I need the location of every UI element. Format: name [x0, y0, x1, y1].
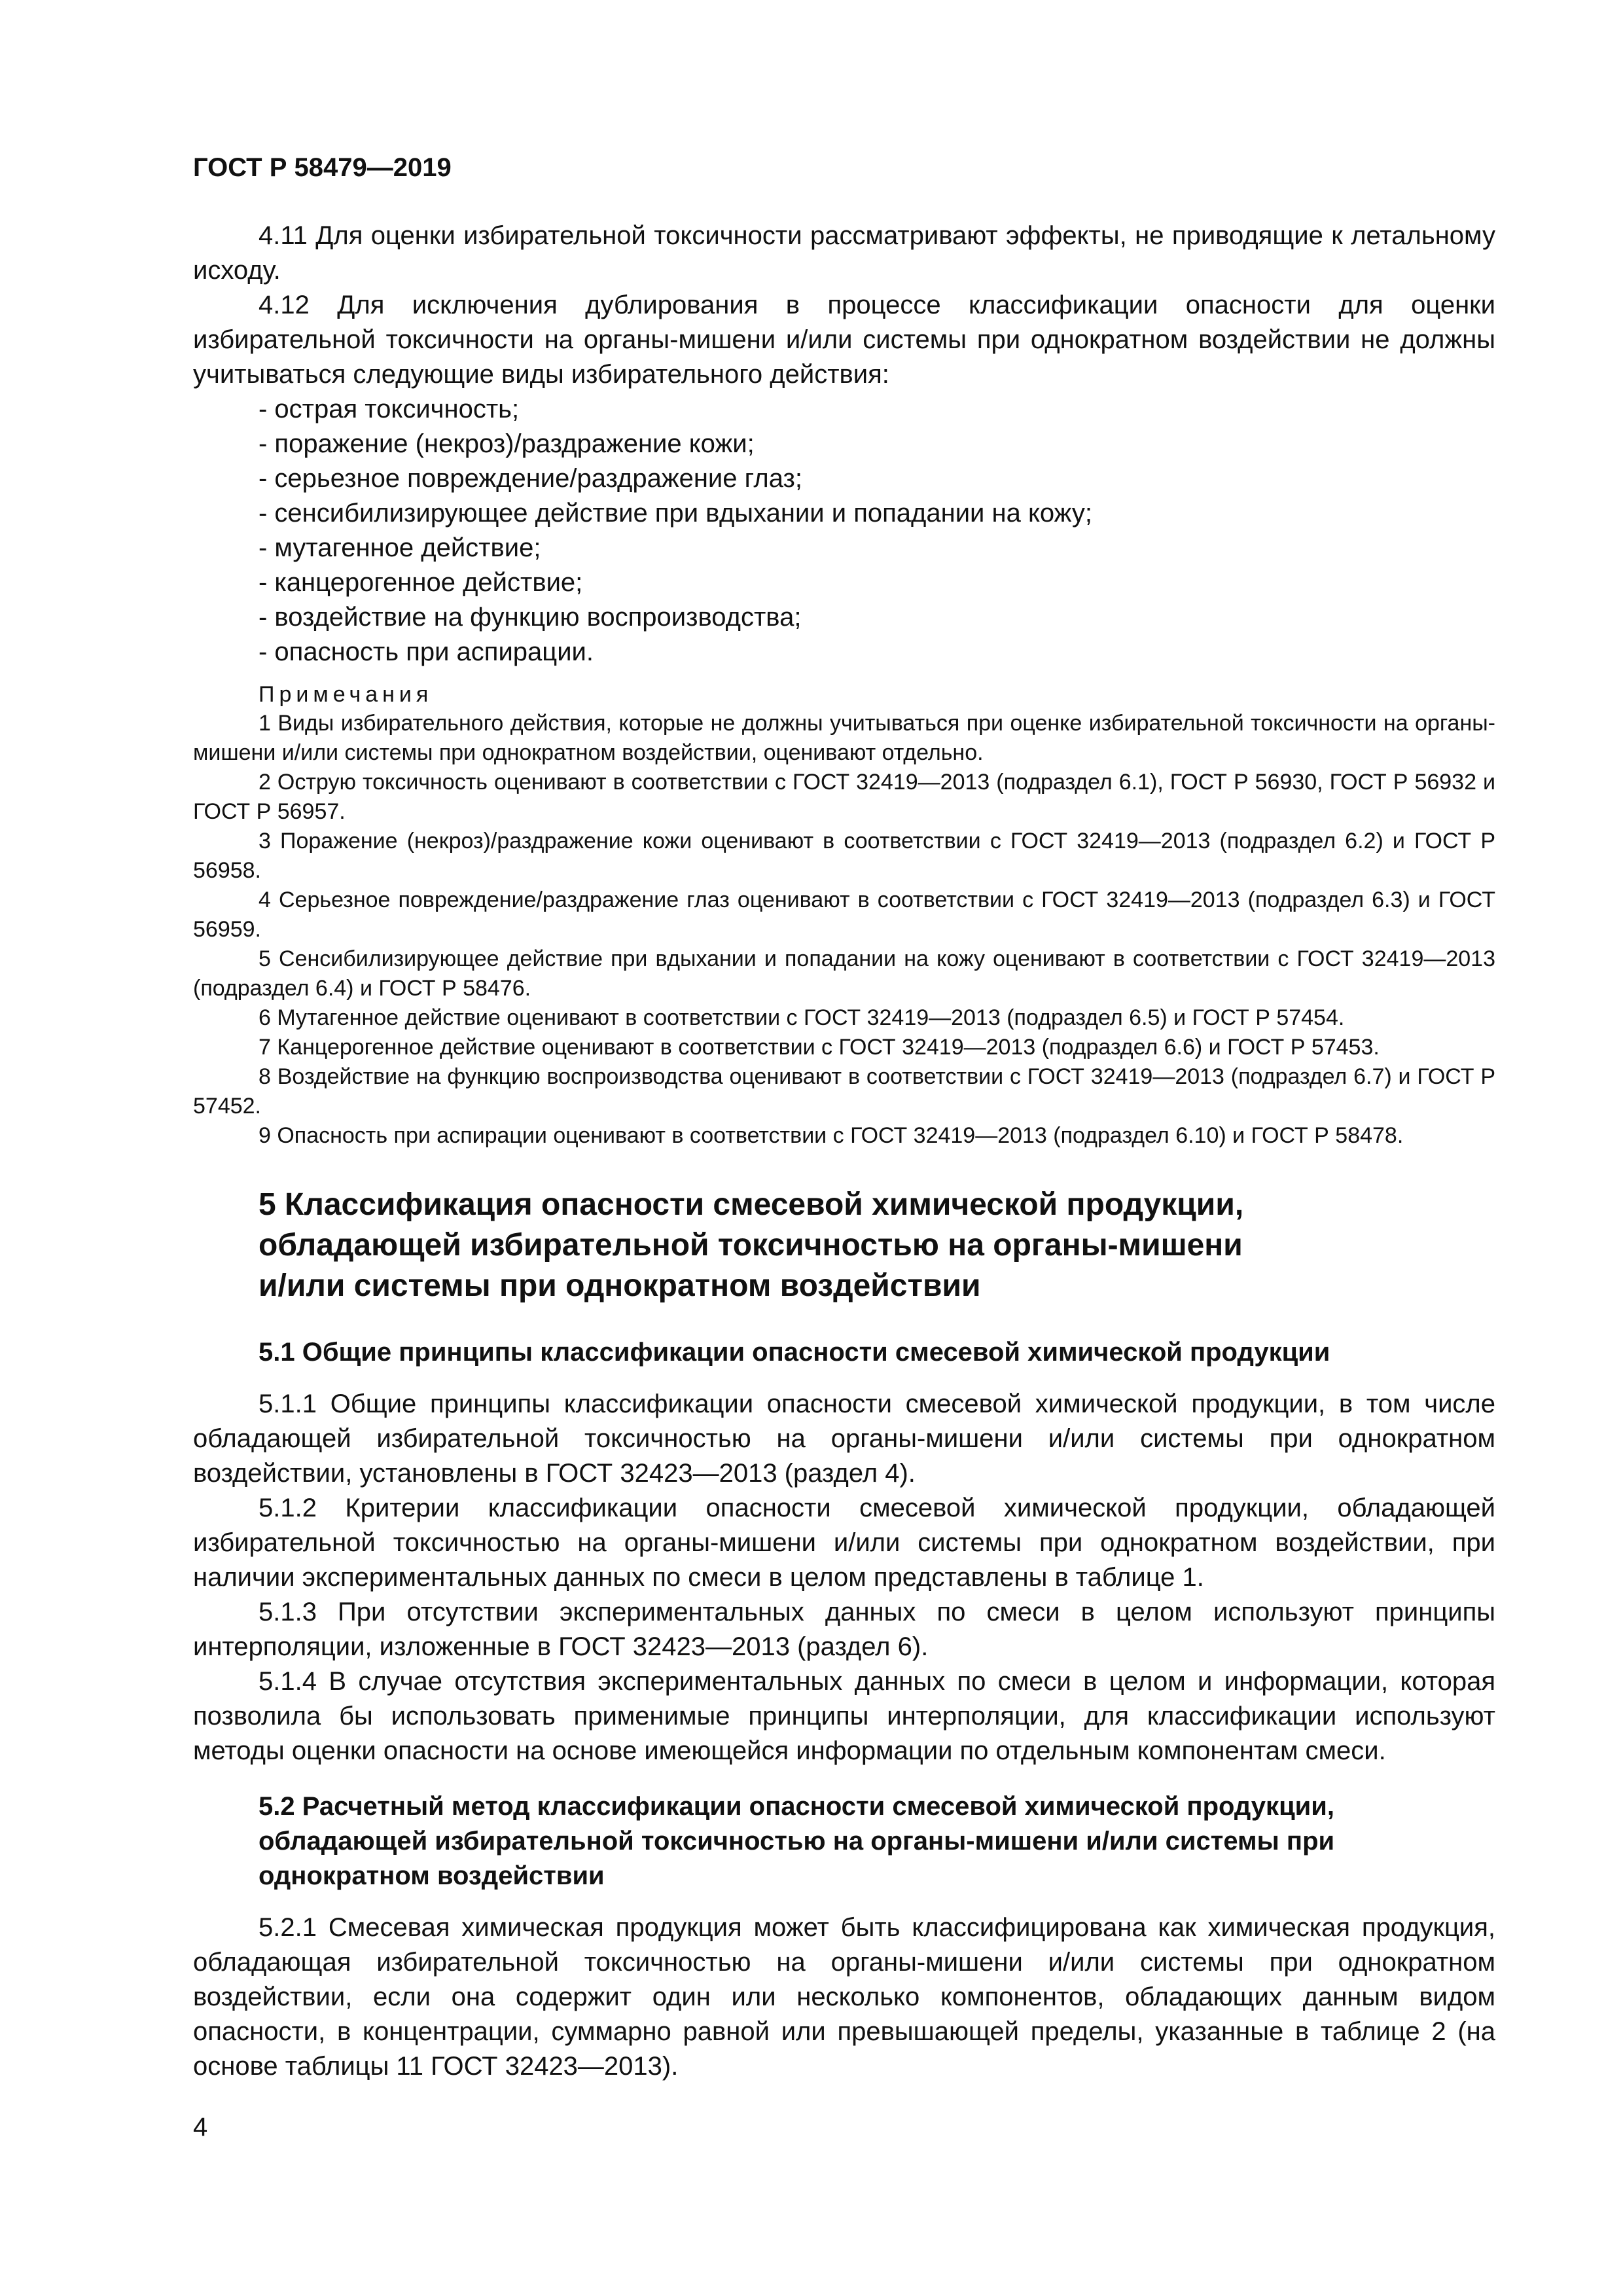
- subsection-5-2-heading: [193, 1789, 1495, 1893]
- list-item: - мутагенное действие;: [259, 533, 541, 562]
- document-page: [193, 0, 1495, 2296]
- note-item: 4 Серьезное повреждение/раздражение глаз оценивают в соответствии с ГОСТ 32419—2013 (подраздел 6.3) и ГОСТ 56959.: [193, 888, 1495, 942]
- document-body: [193, 219, 1495, 2084]
- note-item: 9 Опасность при аспирации оценивают в соответствии с ГОСТ 32419—2013 (подраздел 6.10) и ГОСТ Р 58478.: [259, 1123, 1404, 1148]
- paragraph-5-1-3: 5.1.3 При отсутствии экспериментальных данных по смеси в целом используют принципы интерполяции, изложенные в ГОСТ 32423—2013 (раздел 6).: [193, 1598, 1495, 1661]
- list-item: - острая токсичность;: [259, 395, 520, 423]
- list-item: - опасность при аспирации.: [259, 637, 594, 666]
- note-item: 2 Острую токсичность оценивают в соответствии с ГОСТ 32419—2013 (подраздел 6.1), ГОСТ Р 56930, ГОСТ Р 56932 и ГОСТ Р 56957.: [193, 770, 1495, 824]
- paragraph-4-11: 4.11 Для оценки избирательной токсичности рассматривают эффекты, не приводящие к летальному исходу.: [193, 221, 1495, 285]
- subsection-5-1-heading: 5.1 Общие принципы классификации опасности смесевой химической продукции: [259, 1338, 1330, 1367]
- heading-line: 5 Классификация опасности смесевой химической продукции,: [259, 1187, 1244, 1222]
- list-item: - сенсибилизирующее действие при вдыхании и попадании на кожу;: [259, 499, 1093, 528]
- page-number: 4: [193, 2113, 208, 2142]
- list-item: - канцерогенное действие;: [259, 568, 583, 597]
- heading-line: и/или системы при однократном воздействии: [259, 1268, 981, 1303]
- heading-line: 5.2 Расчетный метод классификации опасности смесевой химической продукции,: [259, 1792, 1334, 1821]
- section-5-heading: [193, 1185, 1495, 1306]
- exclusion-list: [193, 392, 1495, 670]
- paragraph-4-12: 4.12 Для исключения дублирования в процессе классификации опасности для оценки избирательной токсичности на органы-мишени и/или системы при однократном воздействии не должны учитываться следующие виды избирательного действия:: [193, 291, 1495, 389]
- notes-title: Примечания: [259, 682, 433, 707]
- paragraph-5-1-4: 5.1.4 В случае отсутствия экспериментальных данных по смеси в целом и информации, которая позволила бы использовать применимые принципы интерполяции, для классификации используют методы оценки опасности на основе имеющейся информации по отдельным компонентам смеси.: [193, 1667, 1495, 1765]
- note-item: 8 Воздействие на функцию воспроизводства оценивают в соответствии с ГОСТ 32419—2013 (подраздел 6.7) и ГОСТ Р 57452.: [193, 1064, 1495, 1119]
- heading-line: однократном воздействии: [259, 1861, 605, 1890]
- paragraph-5-2-1: 5.2.1 Смесевая химическая продукция может быть классифицирована как химическая продукция, обладающая избирательной токсичностью на органы-мишени и/или системы при однократном воздействии, если она содержит один или несколько компонентов, обладающих данным видом опасности, в концентрации, суммарно равной или превышающей пределы, указанные в таблице 2 (на основе таблицы 11 ГОСТ 32423—2013).: [193, 1913, 1495, 2081]
- list-item: - воздействие на функцию воспроизводства;: [259, 603, 802, 632]
- document-header: ГОСТ Р 58479—2019: [193, 153, 452, 182]
- notes-block: [193, 680, 1495, 1151]
- paragraph-5-1-2: 5.1.2 Критерии классификации опасности смесевой химической продукции, обладающей избирательной токсичностью на органы-мишени и/или системы при однократном воздействии, при наличии экспериментальных данных по смеси в целом представлены в таблице 1.: [193, 1494, 1495, 1592]
- note-item: 3 Поражение (некроз)/раздражение кожи оценивают в соответствии с ГОСТ 32419—2013 (подраздел 6.2) и ГОСТ Р 56958.: [193, 829, 1495, 883]
- list-item: - поражение (некроз)/раздражение кожи;: [259, 429, 755, 458]
- note-item: 6 Мутагенное действие оценивают в соответствии с ГОСТ 32419—2013 (подраздел 6.5) и ГОСТ Р 57454.: [259, 1005, 1345, 1030]
- list-item: - серьезное повреждение/раздражение глаз;: [259, 464, 802, 493]
- note-item: 1 Виды избирательного действия, которые не должны учитываться при оценке избирательной токсичности на органы-мишени и/или системы при однократном воздействии, оценивают отдельно.: [193, 711, 1495, 765]
- paragraph-5-1-1: 5.1.1 Общие принципы классификации опасности смесевой химической продукции, в том числе обладающей избирательной токсичностью на органы-мишени и/или системы при однократном воздействии, установлены в ГОСТ 32423—2013 (раздел 4).: [193, 1390, 1495, 1488]
- note-item: 7 Канцерогенное действие оценивают в соответствии с ГОСТ 32419—2013 (подраздел 6.6) и ГОСТ Р 57453.: [259, 1035, 1380, 1060]
- note-item: 5 Сенсибилизирующее действие при вдыхании и попадании на кожу оценивают в соответствии с ГОСТ 32419—2013 (подраздел 6.4) и ГОСТ Р 58476.: [193, 946, 1495, 1001]
- heading-line: обладающей избирательной токсичностью на органы-мишени: [259, 1228, 1243, 1263]
- heading-line: обладающей избирательной токсичностью на органы-мишени и/или системы при: [259, 1827, 1335, 1856]
